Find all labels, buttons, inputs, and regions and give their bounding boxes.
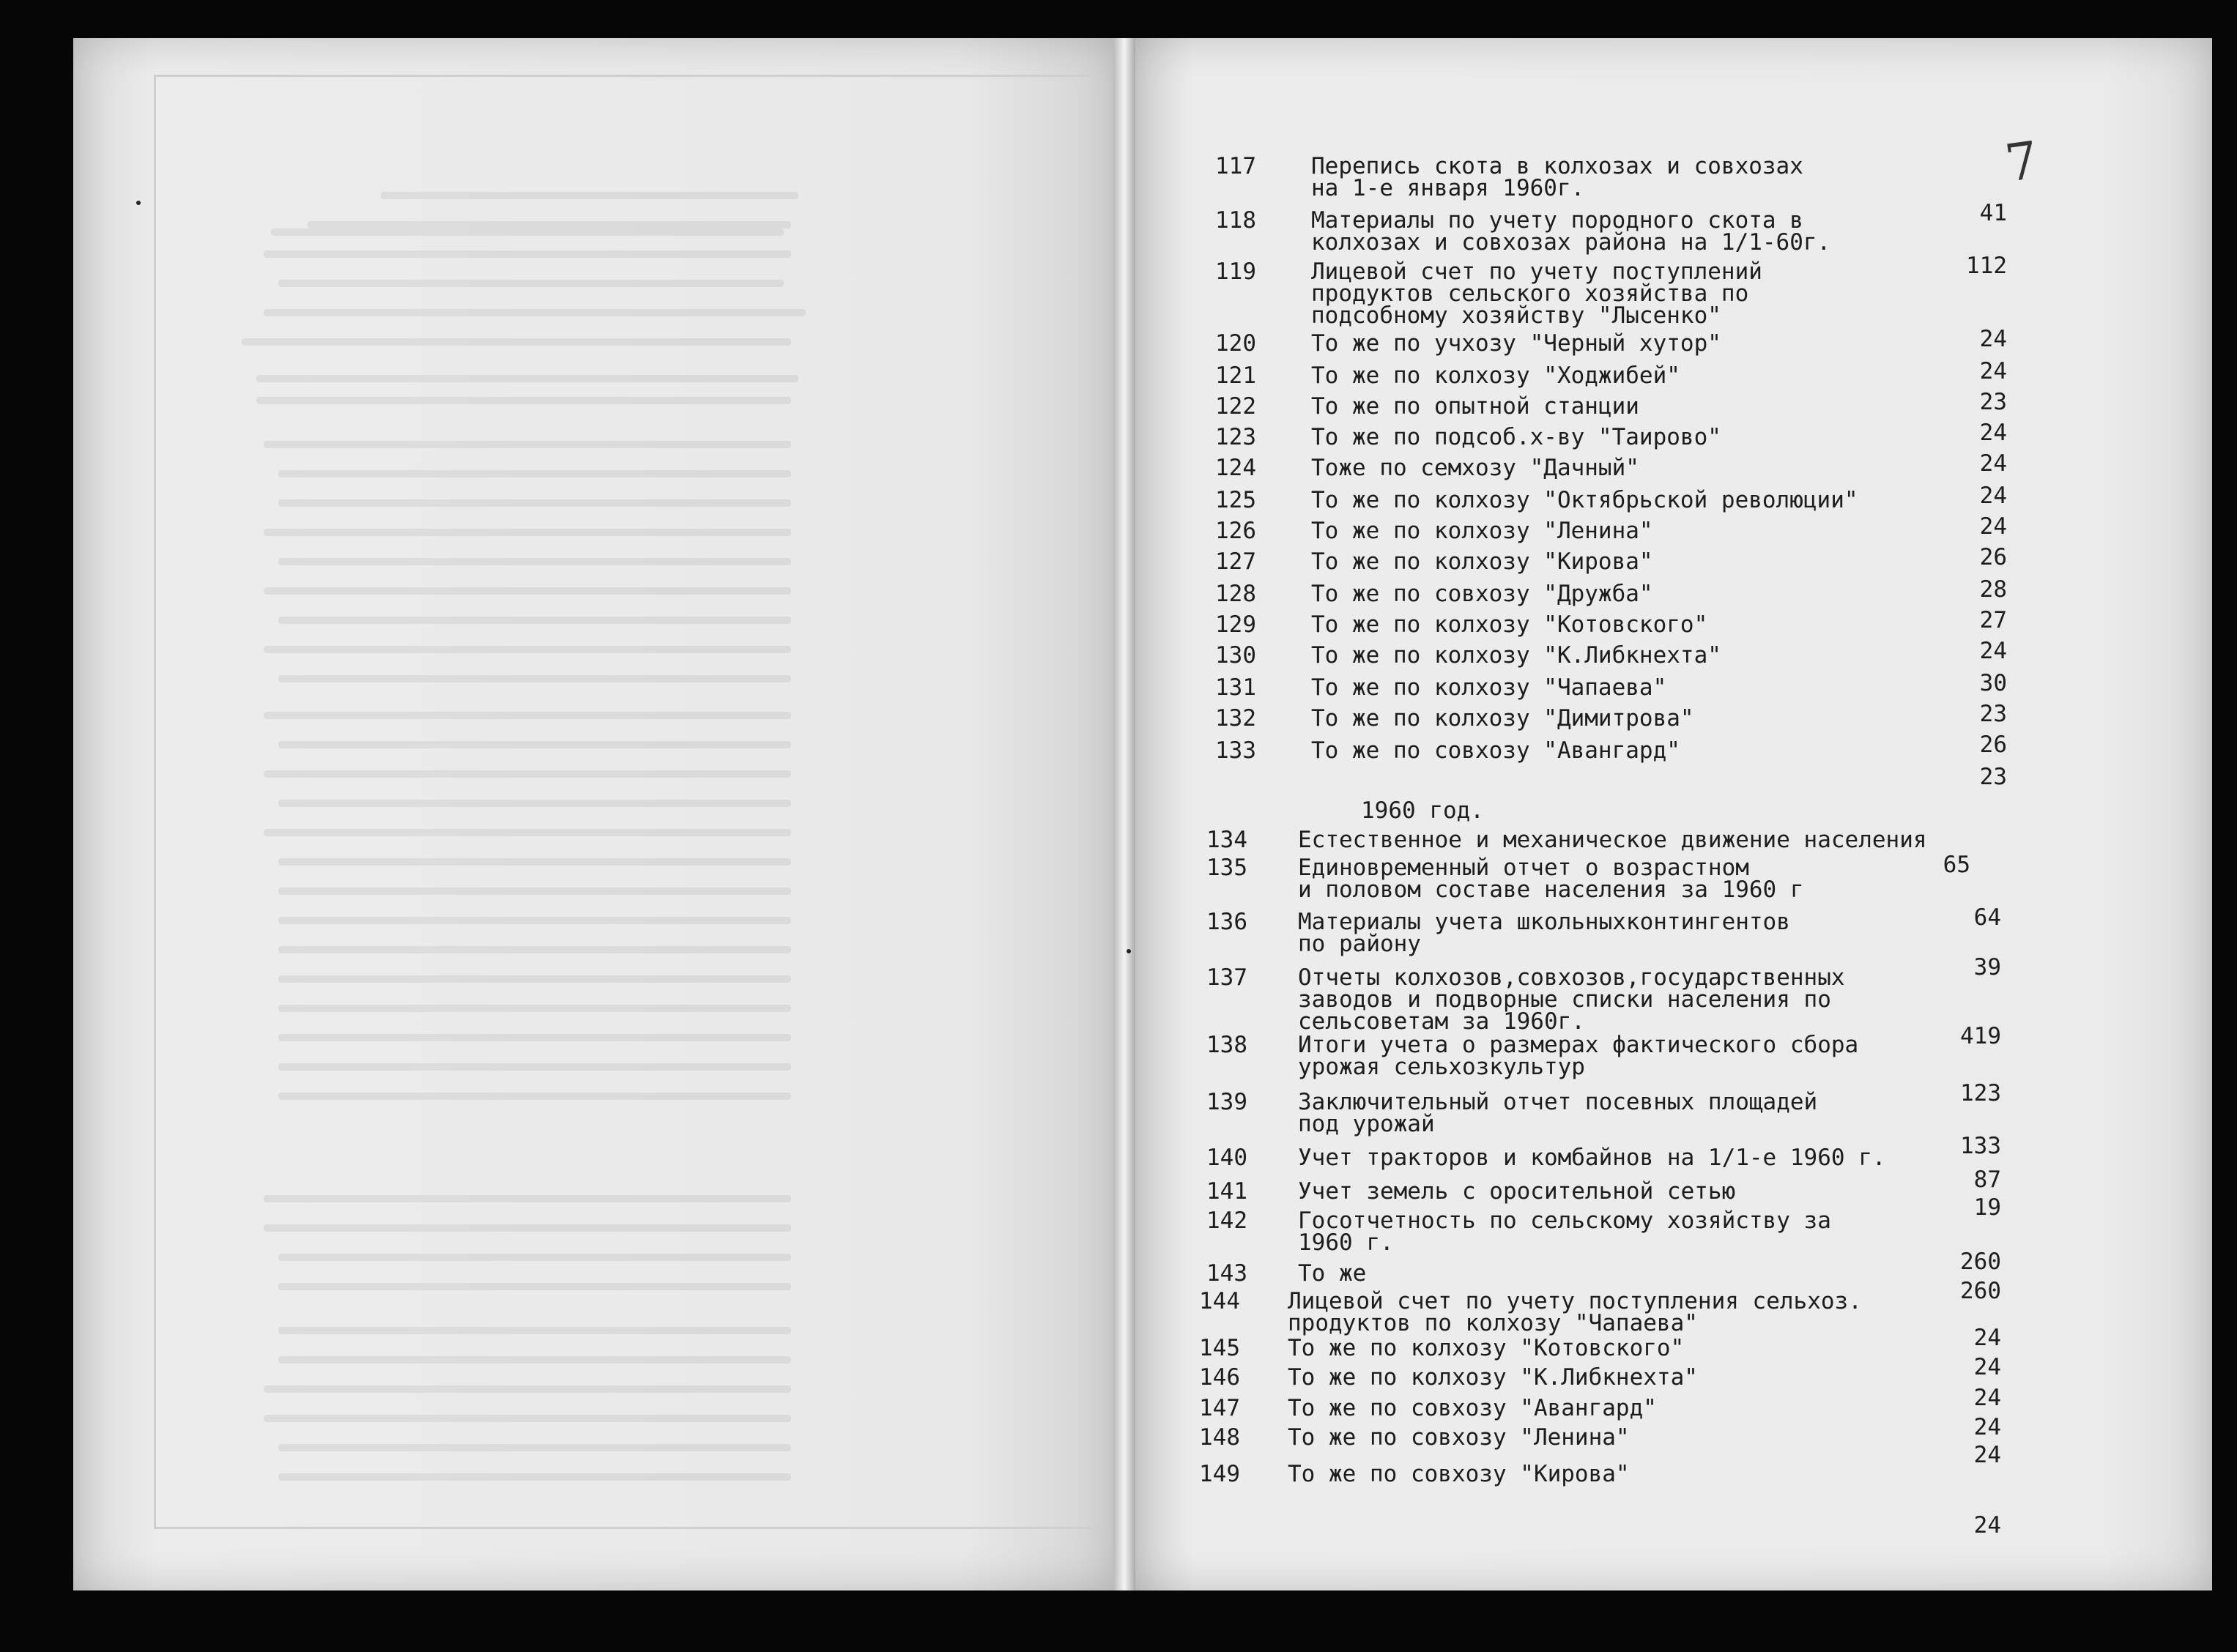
entry-value: 24 xyxy=(1979,483,2007,509)
entry-value: 41 xyxy=(1979,200,2007,226)
entry-description-line: заводов и подворные списки населения по xyxy=(1298,986,1831,1013)
entry-number: 148 xyxy=(1199,1424,1240,1451)
entry-description-line: сельсоветам за 1960г. xyxy=(1298,1008,1585,1035)
entry-value: 419 xyxy=(1960,1023,2001,1049)
entry-number: 123 xyxy=(1215,424,1256,450)
entry-description-line: То же по колхозу "Котовского" xyxy=(1311,611,1708,638)
entry-value: 26 xyxy=(1979,732,2007,758)
entry-value: 19 xyxy=(1973,1194,2001,1221)
entry-number: 128 xyxy=(1215,581,1256,607)
page-number-mark: 7 xyxy=(2001,130,2043,194)
entry-value: 24 xyxy=(1973,1414,2001,1440)
entry-number: 118 xyxy=(1215,207,1256,234)
entry-description-line: То же по колхозу "Чапаева" xyxy=(1311,674,1667,701)
entry-description-line: Единовременный отчет о возрастном xyxy=(1298,855,1749,881)
entry-number: 121 xyxy=(1215,362,1256,389)
entry-description-line: Материалы учета школьныхконтингентов xyxy=(1298,909,1790,935)
entry-description-line: То же по совхозу "Авангард" xyxy=(1311,737,1680,764)
entry-value: 24 xyxy=(1979,513,2007,540)
entry-description-line: Госотчетность по сельскому хозяйству за xyxy=(1298,1208,1831,1234)
entry-number: 141 xyxy=(1206,1178,1247,1205)
entry-value: 87 xyxy=(1973,1167,2001,1193)
entry-number: 135 xyxy=(1206,855,1247,881)
entry-number: 124 xyxy=(1215,455,1256,481)
entry-description-line: То же по колхозу "Октябрьской революции" xyxy=(1311,487,1858,513)
entry-description-line: То же по колхозу "К.Либкнехта" xyxy=(1311,642,1721,669)
entry-value: 24 xyxy=(1979,326,2007,352)
entry-value-133-extra: 23 xyxy=(1979,764,2007,790)
entry-number: 132 xyxy=(1215,705,1256,732)
entry-number: 138 xyxy=(1206,1032,1247,1058)
entry-description-line: То же по совхозу "Ленина" xyxy=(1288,1424,1630,1451)
entry-description-line: Заключительный отчет посевных площадей xyxy=(1298,1089,1818,1115)
entry-value: 23 xyxy=(1979,701,2007,727)
entry-description-line: То же xyxy=(1298,1260,1367,1287)
entry-value: 24 xyxy=(1973,1385,2001,1411)
entry-number: 129 xyxy=(1215,611,1256,638)
entry-number: 117 xyxy=(1215,153,1256,179)
entry-description-line: урожая сельхозкультур xyxy=(1298,1054,1585,1080)
entry-number: 140 xyxy=(1206,1145,1247,1171)
entry-value: 24 xyxy=(1973,1442,2001,1468)
entry-value: 27 xyxy=(1979,607,2007,633)
entry-description-line: То же по опытной станции xyxy=(1311,393,1639,420)
entry-number: 146 xyxy=(1199,1364,1240,1391)
entry-number: 145 xyxy=(1199,1335,1240,1361)
entry-description-line: и половом составе населения за 1960 г xyxy=(1298,877,1804,903)
entry-description-line: То же по подсоб.х-ву "Таирово" xyxy=(1311,424,1721,450)
entry-description-line: Учет тракторов и комбайнов на 1/1-е 1960 г. xyxy=(1298,1145,1886,1171)
entry-number: 133 xyxy=(1215,737,1256,764)
entry-value: 133 xyxy=(1960,1133,2001,1159)
section-heading-1960: 1960 год. xyxy=(1361,797,1484,824)
entry-value: 30 xyxy=(1979,670,2007,696)
entry-number: 126 xyxy=(1215,518,1256,544)
entry-number: 122 xyxy=(1215,393,1256,420)
entry-description-line: продуктов по колхозу "Чапаева" xyxy=(1288,1310,1698,1336)
entry-description-line: То же по колхозу "Димитрова" xyxy=(1311,705,1694,732)
entry-description-line: То же по колхозу "Котовского" xyxy=(1288,1335,1685,1361)
entry-number: 143 xyxy=(1206,1260,1247,1287)
entry-number: 127 xyxy=(1215,548,1256,575)
entry-number: 147 xyxy=(1199,1395,1240,1421)
entry-number: 130 xyxy=(1215,642,1256,669)
entry-description-line: Отчеты колхозов,совхозов,государственных xyxy=(1298,964,1845,991)
entry-value: 24 xyxy=(1979,358,2007,384)
entry-description-line: То же по учхозу "Черный хутор" xyxy=(1311,330,1721,357)
entry-description-line: Тоже по семхозу "Дачный" xyxy=(1311,455,1639,481)
entry-value: 64 xyxy=(1973,904,2001,931)
entry-description-line: продуктов сельского хозяйства по xyxy=(1311,280,1749,307)
entry-description-line: То же по колхозу "Ходжибей" xyxy=(1311,362,1680,389)
entry-number: 120 xyxy=(1215,330,1256,357)
entry-description-line: То же по совхозу "Авангард" xyxy=(1288,1395,1657,1421)
entry-description-line: колхозах и совхозах района на 1/1-60г. xyxy=(1311,229,1831,256)
entry-value: 24 xyxy=(1979,450,2007,477)
entry-value: 123 xyxy=(1960,1080,2001,1106)
entry-description-line: подсобному хозяйству "Лысенко" xyxy=(1311,302,1721,329)
entry-value: 24 xyxy=(1979,638,2007,664)
entry-description-line: Материалы по учету породного скота в xyxy=(1311,207,1803,234)
entry-number: 149 xyxy=(1199,1461,1240,1487)
entry-number: 134 xyxy=(1206,827,1247,853)
entry-value: 24 xyxy=(1979,420,2007,446)
entry-value: 24 xyxy=(1973,1325,2001,1351)
entry-value: 24 xyxy=(1973,1354,2001,1380)
entry-description-line: Учет земель с оросительной сетью xyxy=(1298,1178,1736,1205)
entry-number: 136 xyxy=(1206,909,1247,935)
entry-value: 26 xyxy=(1979,544,2007,570)
entry-description-line: То же по колхозу "К.Либкнехта" xyxy=(1288,1364,1698,1391)
entry-description-line: на 1-е января 1960г. xyxy=(1311,175,1585,201)
entry-description-line: То же по совхозу "Дружба" xyxy=(1311,581,1653,607)
entry-value: 65 xyxy=(1943,852,1970,878)
entry-number: 144 xyxy=(1199,1288,1240,1314)
entry-description-line: Итоги учета о размерах фактического сбора xyxy=(1298,1032,1859,1058)
entry-number: 142 xyxy=(1206,1208,1247,1234)
entry-value: 23 xyxy=(1979,389,2007,415)
entry-number: 119 xyxy=(1215,258,1256,285)
entry-description-line: Естественное и механическое движение населения xyxy=(1298,827,1927,853)
entry-description-line: То же по колхозу "Кирова" xyxy=(1311,548,1653,575)
entry-description-line: Лицевой счет по учету поступлений xyxy=(1311,258,1762,285)
entry-description-line: под урожай xyxy=(1298,1111,1435,1137)
entry-number: 125 xyxy=(1215,487,1256,513)
entry-number: 139 xyxy=(1206,1089,1247,1115)
entry-description-line: Перепись скота в колхозах и совхозах xyxy=(1311,153,1803,179)
entry-description-line: То же по совхозу "Кирова" xyxy=(1288,1461,1630,1487)
entry-value: 28 xyxy=(1979,576,2007,603)
entry-description-line: То же по колхозу "Ленина" xyxy=(1311,518,1653,544)
entry-value: 260 xyxy=(1960,1278,2001,1304)
entry-description-line: 1960 г. xyxy=(1298,1229,1394,1256)
entry-value: 112 xyxy=(1966,253,2007,279)
entry-description-line: по району xyxy=(1298,931,1421,957)
entry-number: 131 xyxy=(1215,674,1256,701)
entry-number: 137 xyxy=(1206,964,1247,991)
entry-value: 39 xyxy=(1973,954,2001,981)
entry-description-line: Лицевой счет по учету поступления сельхоз. xyxy=(1288,1288,1862,1314)
entry-value: 260 xyxy=(1960,1249,2001,1275)
entry-value: 24 xyxy=(1973,1512,2001,1538)
